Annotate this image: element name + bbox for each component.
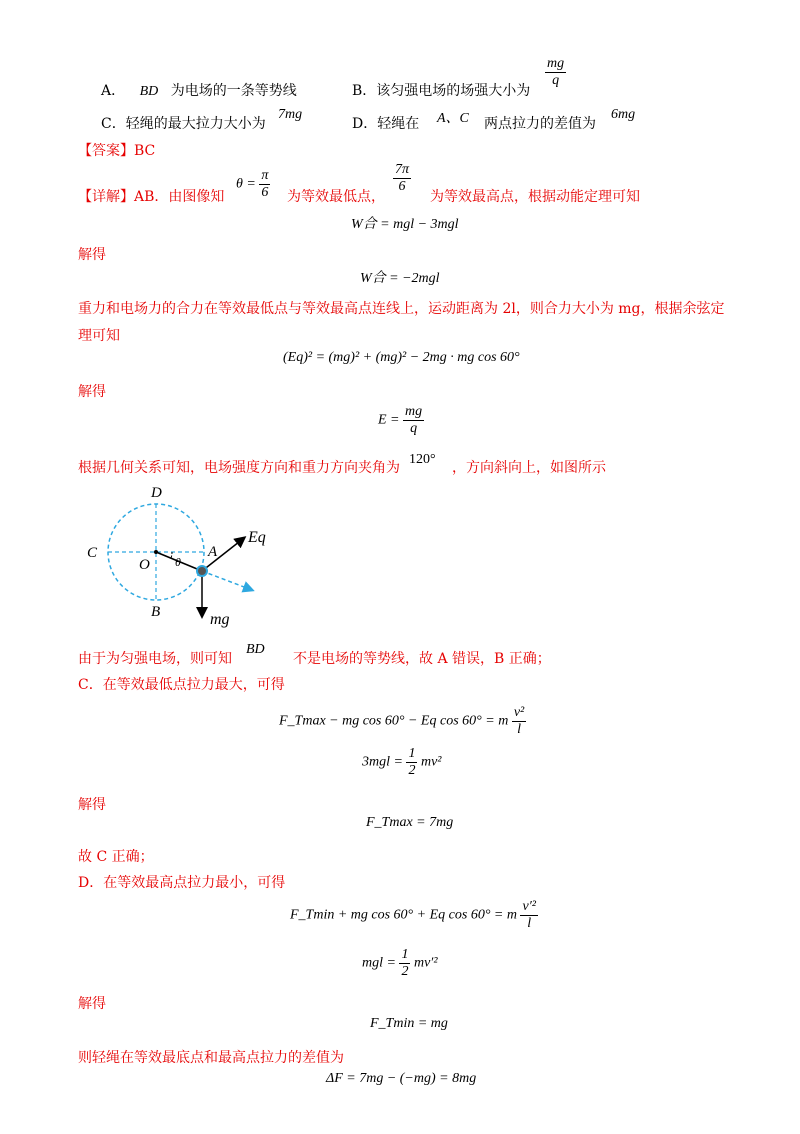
equation-work-result: W合 = −2mgl xyxy=(360,271,440,286)
equation-field: E = $\frac{mg}{q}$ xyxy=(378,404,423,436)
partd-result: F_Tmin = mg xyxy=(370,1016,448,1031)
partc-equation-energy: 3mgl = $\frac{1}{2}$ mv² xyxy=(362,746,442,778)
detail-mid2: 为等效最高点，根据动能定理可知 xyxy=(430,189,640,205)
theta2-fraction: $\frac{7\pi}{6}$ xyxy=(395,162,410,194)
para2-b: ，方向斜向上，如图所示 xyxy=(452,460,606,476)
partd-line1: D．在等效最高点拉力最小，可得 xyxy=(78,875,286,891)
equation-work: W合 = mgl − 3mgl xyxy=(351,217,459,232)
label-D: D xyxy=(151,485,162,501)
ball xyxy=(197,566,207,576)
partd-equation-energy: mgl = $\frac{1}{2}$ mv′² xyxy=(362,947,438,979)
partc-equation-force: F_Tmax − mg cos 60° − Eq cos 60° = m $\frac{\text{v²}}{l}$ xyxy=(279,705,525,737)
option-c-value: 7mg xyxy=(278,107,303,122)
partd-last-line: 则轻绳在等效最底点和最高点拉力的差值为 xyxy=(78,1050,344,1066)
partd-difference: ΔF = 7mg − (−mg) = 8mg xyxy=(326,1071,477,1086)
option-a: A． BD 为电场的一条等势线 xyxy=(101,83,297,99)
option-d-value: 6mg xyxy=(611,107,636,122)
jie-2: 解得 xyxy=(78,384,106,400)
jie-1: 解得 xyxy=(78,247,106,263)
para1-line1: 重力和电场力的合力在等效最低点与等效最高点连线上，运动距离为 2l，则合力大小为 mg，根据余弦定 xyxy=(78,301,725,317)
detail-mid1: 为等效最低点， xyxy=(287,189,385,205)
partc-line1-b: 不是电场的等势线，故 A 错误，B 正确； xyxy=(293,651,551,667)
option-d-text2: 两点拉力的差值为 xyxy=(484,116,596,132)
equation-cosine-law: (Eq)² = (mg)² + (mg)² − 2mg · mg cos 60° xyxy=(283,350,520,365)
label-O: O xyxy=(139,557,150,573)
label-Eq: Eq xyxy=(248,529,266,546)
para2-a: 根据几何关系可知，电场强度方向和重力方向夹角为 xyxy=(78,460,400,476)
partc-conclusion: 故 C 正确； xyxy=(78,849,154,865)
option-c: C．轻绳的最大拉力大小为 xyxy=(101,116,266,132)
option-b-fraction: $\frac{mg}{q}$ xyxy=(547,56,565,88)
para1-line2: 理可知 xyxy=(78,328,120,344)
center-point xyxy=(154,550,158,554)
theta-equation: θ = $\frac{\pi}{6}$ xyxy=(236,168,269,200)
resultant-arrow xyxy=(202,571,252,590)
option-d: D．轻绳在 xyxy=(352,116,420,132)
label-mg: mg xyxy=(210,611,230,628)
partc-result: F_Tmax = 7mg xyxy=(366,815,454,830)
partc-line1-a: 由于为匀强电场，则可知 xyxy=(78,651,232,667)
partd-equation-force: F_Tmin + mg cos 60° + Eq cos 60° = m $\frac{\text{v′²}}{l}$ xyxy=(290,899,536,931)
option-b: B．该匀强电场的场强大小为 xyxy=(352,83,531,99)
field-diagram xyxy=(76,480,296,630)
theta-arc xyxy=(171,552,172,558)
label-A: A xyxy=(208,544,218,560)
detail-prefix: 【详解】AB．由图像知 xyxy=(78,189,225,205)
label-B: B xyxy=(151,604,161,620)
label-C: C xyxy=(87,545,98,561)
angle-value: 120° xyxy=(409,452,436,467)
partc-jie: 解得 xyxy=(78,797,106,813)
label-theta: θ xyxy=(175,555,181,569)
partc-bd-symbol: BD xyxy=(246,642,265,657)
option-a-symbol: BD xyxy=(139,84,159,99)
answer: 【答案】BC xyxy=(78,143,156,159)
partd-jie: 解得 xyxy=(78,996,106,1012)
option-d-symbol: A、C xyxy=(437,111,469,126)
partc-line2: C．在等效最低点拉力最大，可得 xyxy=(78,677,285,693)
